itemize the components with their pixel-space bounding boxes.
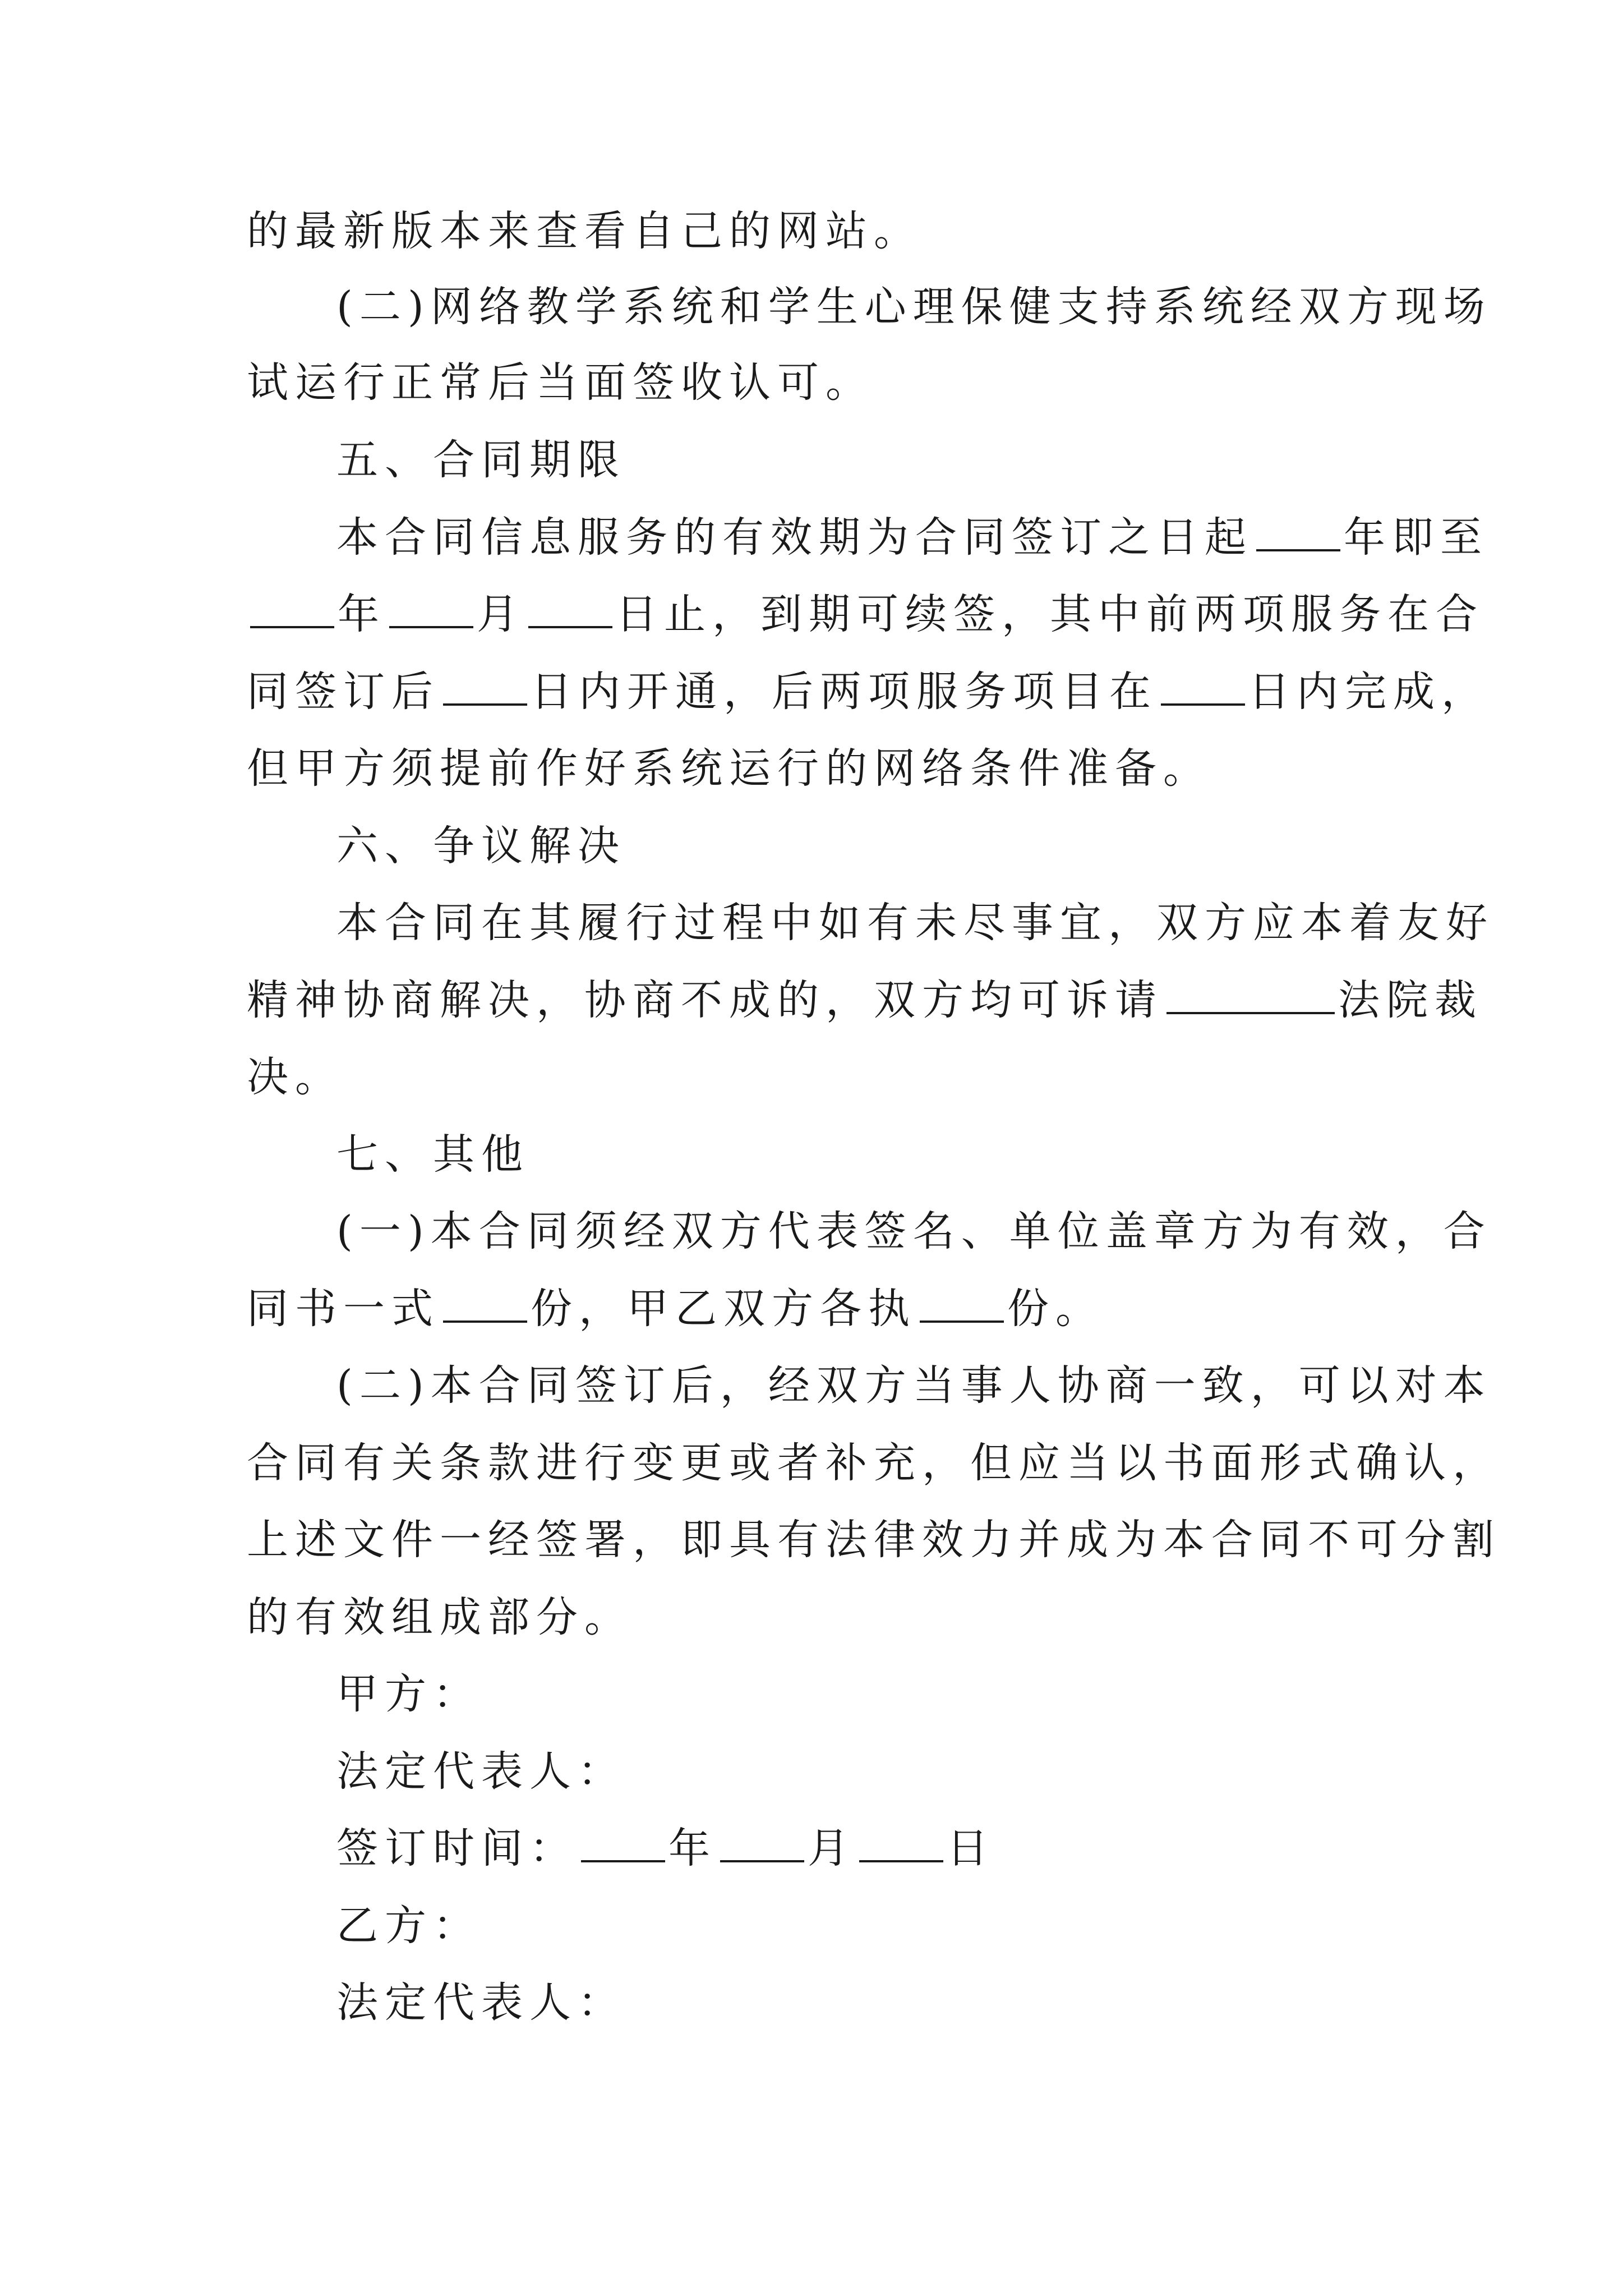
line-text: 但甲方须提前作好系统运行的网络条件准备。 bbox=[247, 744, 1211, 793]
blank-field bbox=[250, 589, 334, 628]
text-line bbox=[336, 1203, 1492, 1259]
text-line bbox=[247, 1512, 1501, 1568]
line-text: 乙方： bbox=[336, 1902, 481, 1950]
blank-field bbox=[720, 1823, 804, 1862]
signature-legal-rep bbox=[336, 1743, 626, 1800]
signature-date bbox=[336, 1820, 995, 1876]
line-text: (二)网络教学系统和学生心理保健支持系统经双方现场 bbox=[336, 283, 1492, 331]
line-text: 法院裁 bbox=[1338, 976, 1483, 1024]
heading-text: 五、合同期限 bbox=[336, 436, 626, 484]
line-text: 的有效组成部分。 bbox=[247, 1593, 633, 1641]
line-text: 年 bbox=[668, 1824, 717, 1872]
heading-text: 七、其他 bbox=[336, 1130, 529, 1179]
blank-field bbox=[920, 1283, 1004, 1323]
text-line bbox=[247, 203, 922, 259]
blank-field bbox=[1161, 666, 1245, 706]
line-text: 月 bbox=[808, 1824, 856, 1872]
line-text: 日内开通，后两项服务项目在 bbox=[531, 668, 1158, 716]
line-text: 日内完成， bbox=[1248, 668, 1490, 716]
text-line bbox=[336, 895, 1494, 951]
line-text: 甲方： bbox=[336, 1670, 481, 1718]
text-line bbox=[247, 740, 1211, 797]
line-text: 日止，到期可续签，其中前两项服务在合 bbox=[616, 590, 1484, 638]
line-text: 日 bbox=[947, 1824, 995, 1872]
line-text: 法定代表人： bbox=[336, 1978, 626, 2027]
heading-text: 六、争议解决 bbox=[336, 822, 626, 870]
text-line bbox=[247, 1435, 1501, 1491]
text-line bbox=[247, 972, 1483, 1028]
line-text: 本合同信息服务的有效期为合同签订之日起 bbox=[336, 513, 1253, 562]
line-text: (一)本合同须经双方代表签名、单位盖章方为有效，合 bbox=[336, 1207, 1492, 1255]
line-text: 合同有关条款进行变更或者补充，但应当以书面形式确认， bbox=[247, 1439, 1501, 1487]
text-line bbox=[336, 279, 1492, 335]
blank-field bbox=[1166, 975, 1335, 1014]
blank-field bbox=[859, 1823, 943, 1862]
line-text: 决。 bbox=[247, 1053, 343, 1101]
blank-field bbox=[443, 666, 527, 706]
section-heading bbox=[336, 1126, 529, 1182]
line-text: 份。 bbox=[1007, 1285, 1104, 1333]
blank-field bbox=[581, 1823, 665, 1862]
section-heading bbox=[336, 432, 626, 488]
line-text: 本合同在其履行过程中如有未尽事宜，双方应本着友好 bbox=[336, 899, 1494, 947]
text-line bbox=[247, 664, 1490, 720]
text-line bbox=[336, 1358, 1492, 1414]
line-text: 法定代表人： bbox=[336, 1747, 626, 1796]
text-line bbox=[247, 1589, 633, 1645]
text-line bbox=[247, 1281, 1104, 1337]
line-text: 月 bbox=[477, 590, 525, 638]
text-line bbox=[247, 355, 874, 411]
blank-field bbox=[443, 1283, 527, 1323]
line-text: 精神协商解决，协商不成的，双方均可诉请 bbox=[247, 976, 1163, 1024]
line-text: 同书一式 bbox=[247, 1285, 440, 1333]
text-line bbox=[247, 1049, 343, 1105]
signature-party-a bbox=[336, 1666, 481, 1722]
section-heading bbox=[336, 818, 626, 874]
line-text: 年即至 bbox=[1344, 513, 1488, 562]
line-text: 同签订后 bbox=[247, 668, 440, 716]
line-text: 上述文件一经签署，即具有法律效力并成为本合同不可分割 bbox=[247, 1516, 1501, 1564]
text-line bbox=[336, 509, 1488, 565]
line-text: 签订时间： bbox=[336, 1824, 578, 1872]
blank-field bbox=[1256, 512, 1340, 551]
blank-field bbox=[528, 589, 612, 628]
line-text: 年 bbox=[338, 590, 386, 638]
signature-party-b bbox=[336, 1898, 481, 1954]
line-text: 的最新版本来查看自己的网站。 bbox=[247, 207, 922, 255]
blank-field bbox=[389, 589, 473, 628]
signature-legal-rep bbox=[336, 1975, 626, 2031]
line-text: 份，甲乙双方各执 bbox=[531, 1285, 916, 1333]
text-line bbox=[247, 586, 1484, 642]
line-text: (二)本合同签订后，经双方当事人协商一致，可以对本 bbox=[336, 1361, 1492, 1410]
line-text: 试运行正常后当面签收认可。 bbox=[247, 358, 874, 407]
